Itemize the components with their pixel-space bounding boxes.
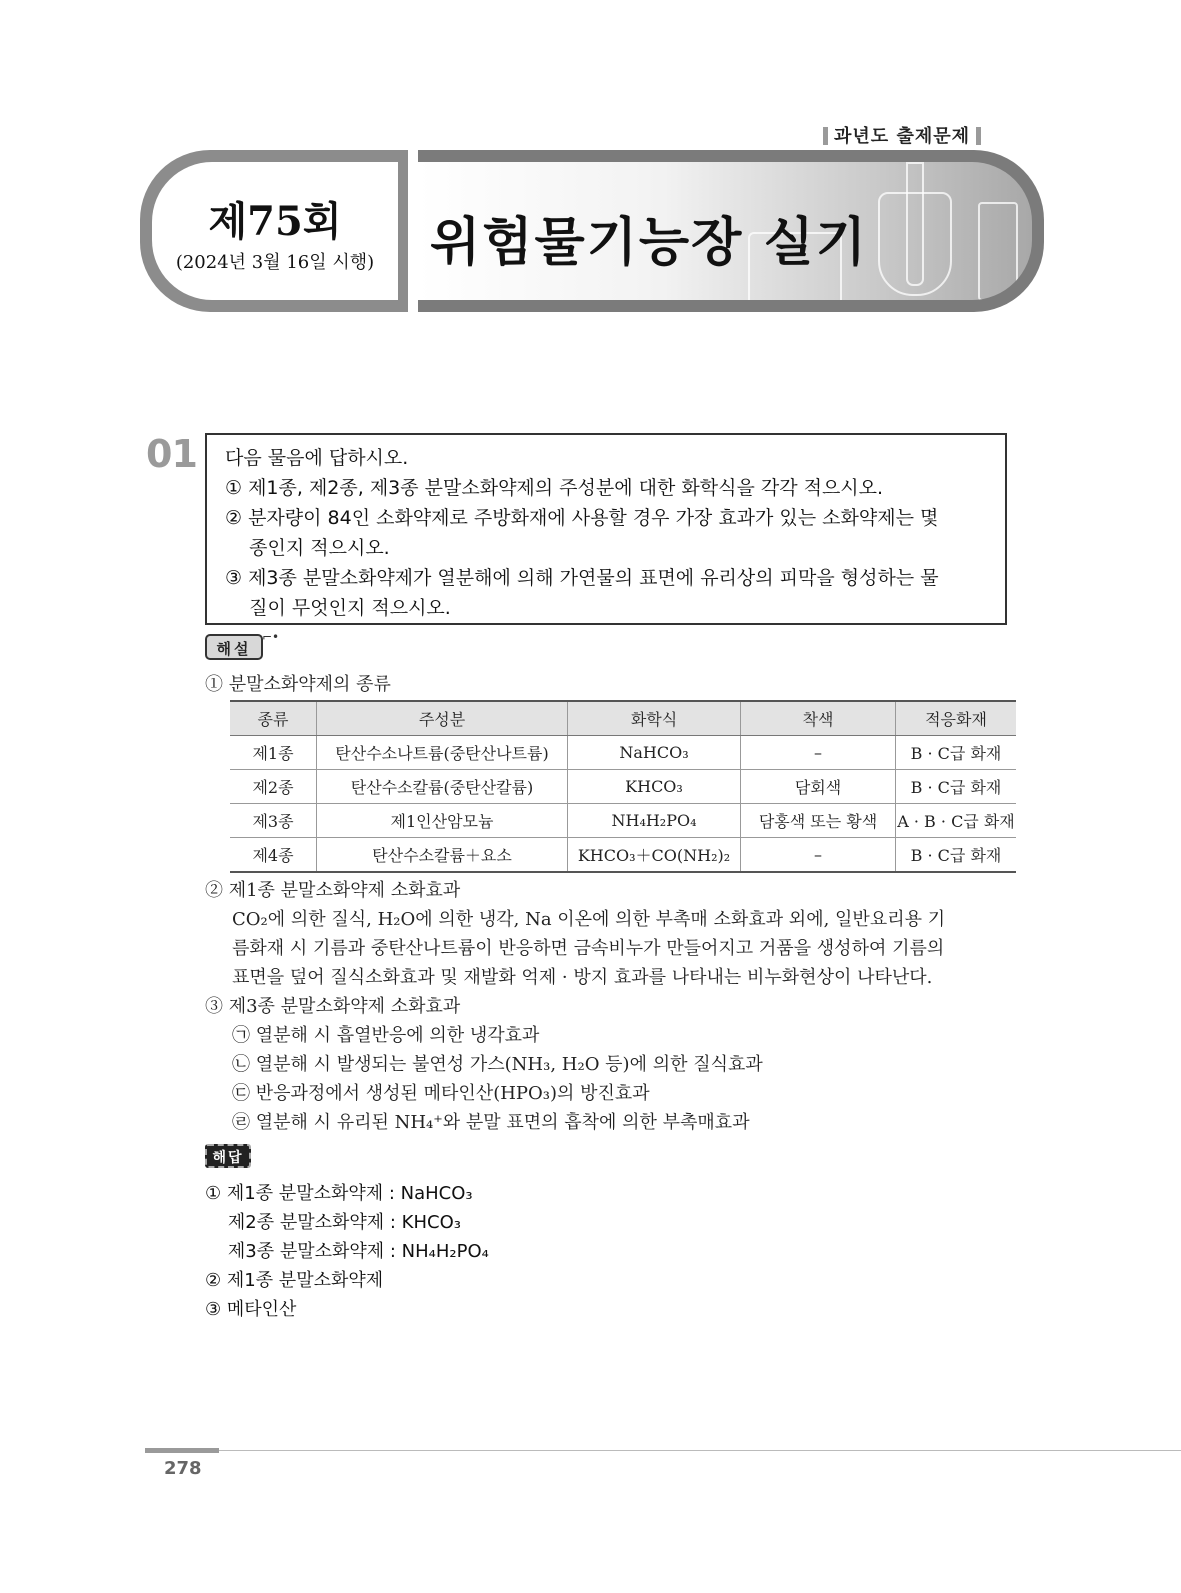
explanation-paragraph-line: CO₂에 의한 질식, H₂O에 의한 냉각, Na 이온에 의한 부촉매 소화효과 외에, 일반요리용 기 bbox=[232, 909, 946, 930]
cylinder-illustration bbox=[978, 202, 1018, 300]
explanation-item2-title: ② 제1종 분말소화약제 소화효과 bbox=[205, 880, 461, 901]
table-header: 화학식 bbox=[568, 701, 741, 736]
answer-line: 제3종 분말소화약제 : NH₄H₂PO₄ bbox=[205, 1241, 489, 1262]
table-cell: 제1종 bbox=[230, 736, 317, 770]
table-cell: 탄산수소나트륨(중탄산나트륨) bbox=[317, 736, 568, 770]
question-line: 다음 물음에 답하시오. bbox=[225, 447, 409, 469]
question-line: ① 제1종, 제2종, 제3종 분말소화약제의 주성분에 대한 화학식을 각각 적으시오. bbox=[225, 477, 884, 499]
explanation-badge: 해설 bbox=[205, 634, 263, 660]
table-cell: B · C급 화재 bbox=[896, 838, 1017, 873]
explanation-paragraph-line: 름화재 시 기름과 중탄산나트륨이 반응하면 금속비누가 만들어지고 거품을 생성하여 기름의 bbox=[232, 938, 945, 959]
table-cell: B · C급 화재 bbox=[896, 736, 1017, 770]
table-cell: 제3종 bbox=[230, 804, 317, 838]
explanation-item1-title: ① 분말소화약제의 종류 bbox=[205, 674, 391, 695]
exam-title: 위험물기능장 실기 bbox=[430, 213, 868, 273]
table-row bbox=[230, 736, 1016, 770]
section-tag-text: 과년도 출제문제 bbox=[834, 126, 970, 147]
explanation-paragraph-line: 표면을 덮어 질식소화효과 및 재발화 억제 · 방지 효과를 나타내는 비누화현상이 나타난다. bbox=[232, 967, 933, 988]
table-header: 종류 bbox=[230, 701, 317, 736]
answer-badge: 해답 bbox=[205, 1144, 251, 1168]
table-header: 주성분 bbox=[317, 701, 568, 736]
explanation-item3-title: ③ 제3종 분말소화약제 소화효과 bbox=[205, 996, 461, 1017]
explanation-list-item: ㉡ 열분해 시 발생되는 불연성 가스(NH₃, H₂O 등)에 의한 질식효과 bbox=[232, 1054, 763, 1075]
page-number: 278 bbox=[164, 1458, 202, 1479]
table-header: 적응화재 bbox=[896, 701, 1017, 736]
table-cell: 제4종 bbox=[230, 838, 317, 873]
table-cell: 담회색 bbox=[741, 770, 896, 804]
table-cell: – bbox=[741, 838, 896, 873]
footer-accent-bar bbox=[145, 1448, 219, 1453]
table-row bbox=[230, 770, 1016, 804]
table-cell: 담홍색 또는 황색 bbox=[741, 804, 896, 838]
badge-pin-icon: ⌐• bbox=[262, 630, 280, 644]
table-header-row bbox=[230, 701, 1016, 736]
episode-number: 제75회 bbox=[208, 198, 342, 245]
answer-line: ② 제1종 분말소화약제 bbox=[205, 1270, 384, 1291]
table-cell: 제2종 bbox=[230, 770, 317, 804]
exam-date: (2024년 3월 16일 시행) bbox=[175, 252, 375, 273]
tag-bar-right bbox=[976, 127, 981, 145]
table-cell: KHCO₃ bbox=[568, 770, 741, 804]
answer-line: ① 제1종 분말소화약제 : NaHCO₃ bbox=[205, 1183, 473, 1204]
table-cell: 탄산수소칼륨＋요소 bbox=[317, 838, 568, 873]
table-cell: 제1인산암모늄 bbox=[317, 804, 568, 838]
powder-agent-table bbox=[230, 700, 1016, 873]
explanation-list-item: ㉣ 열분해 시 유리된 NH₄⁺와 분말 표면의 흡착에 의한 부촉매효과 bbox=[232, 1112, 750, 1133]
table-row bbox=[230, 804, 1016, 838]
explanation-list-item: ㉠ 열분해 시 흡열반응에 의한 냉각효과 bbox=[232, 1025, 540, 1046]
table-cell: KHCO₃＋CO(NH₂)₂ bbox=[568, 838, 741, 873]
answer-line: ③ 메타인산 bbox=[205, 1299, 297, 1320]
question-number: 01 bbox=[146, 432, 197, 476]
tag-bar-left bbox=[823, 127, 828, 145]
table-row bbox=[230, 838, 1016, 873]
question-line: ② 분자량이 84인 소화약제로 주방화재에 사용할 경우 가장 효과가 있는 소화약제는 몇 bbox=[225, 507, 939, 529]
footer-rule bbox=[145, 1450, 1181, 1451]
tube-illustration bbox=[906, 162, 924, 286]
explanation-list-item: ㉢ 반응과정에서 생성된 메타인산(HPO₃)의 방진효과 bbox=[232, 1083, 650, 1104]
table-cell: NaHCO₃ bbox=[568, 736, 741, 770]
section-tag bbox=[817, 122, 987, 148]
table-cell: – bbox=[741, 736, 896, 770]
question-line: 질이 무엇인지 적으시오. bbox=[225, 597, 451, 619]
table-cell: B · C급 화재 bbox=[896, 770, 1017, 804]
table-cell: A · B · C급 화재 bbox=[896, 804, 1017, 838]
table-cell: 탄산수소칼륨(중탄산칼륨) bbox=[317, 770, 568, 804]
question-line: 종인지 적으시오. bbox=[225, 537, 390, 559]
table-cell: NH₄H₂PO₄ bbox=[568, 804, 741, 838]
question-line: ③ 제3종 분말소화약제가 열분해에 의해 가연물의 표면에 유리상의 피막을 형성하는 물 bbox=[225, 567, 939, 589]
answer-line: 제2종 분말소화약제 : KHCO₃ bbox=[205, 1212, 461, 1233]
table-header: 착색 bbox=[741, 701, 896, 736]
